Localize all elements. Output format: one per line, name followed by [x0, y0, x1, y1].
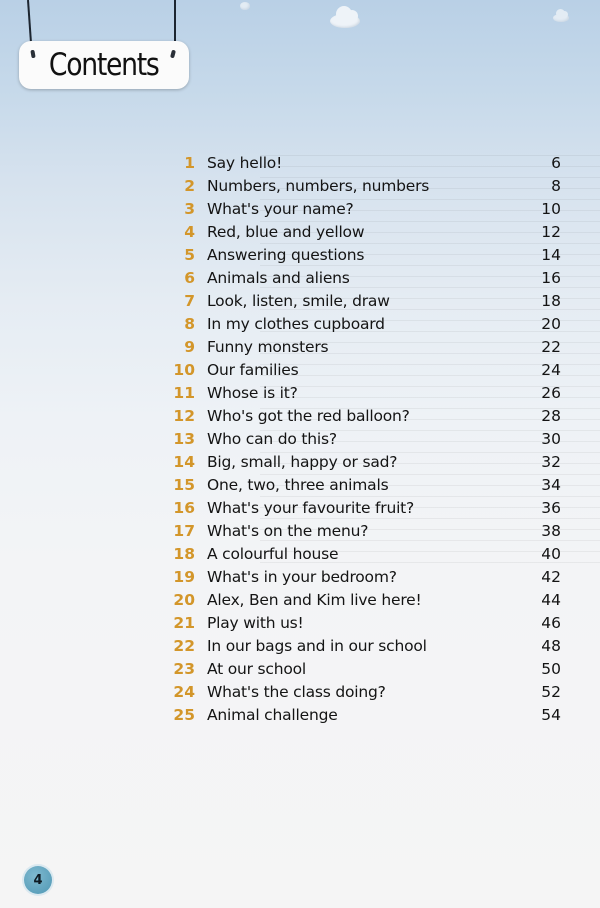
chapter-number: 8: [184, 315, 195, 333]
chapter-page-number: 50: [541, 660, 561, 678]
chapter-number: 22: [173, 637, 195, 655]
chapter-title: What's in your bedroom?: [207, 568, 397, 586]
toc-entry[interactable]: [165, 198, 565, 221]
toc-entry[interactable]: [165, 244, 565, 267]
chapter-title: Funny monsters: [207, 338, 329, 356]
chapter-number: 18: [173, 545, 195, 563]
toc-entry[interactable]: [165, 520, 565, 543]
toc-entry[interactable]: [165, 428, 565, 451]
cloud-icon: [240, 2, 250, 10]
toc-entry[interactable]: [165, 681, 565, 704]
page-title: Contents: [49, 47, 159, 83]
chapter-page-number: 48: [541, 637, 561, 655]
chapter-title: Who can do this?: [207, 430, 337, 448]
hanging-string-right: [174, 0, 176, 42]
toc-entry[interactable]: [165, 336, 565, 359]
toc-entry[interactable]: [165, 589, 565, 612]
toc-entry[interactable]: [165, 359, 565, 382]
chapter-page-number: 22: [541, 338, 561, 356]
hanging-string-left: [27, 0, 32, 44]
chapter-number: 3: [184, 200, 195, 218]
chapter-number: 2: [184, 177, 195, 195]
toc-entry[interactable]: [165, 175, 565, 198]
chapter-title: Animals and aliens: [207, 269, 350, 287]
chapter-title: Look, listen, smile, draw: [207, 292, 390, 310]
table-of-contents: [165, 152, 565, 727]
toc-entry[interactable]: [165, 313, 565, 336]
chapter-page-number: 32: [541, 453, 561, 471]
chapter-number: 13: [173, 430, 195, 448]
chapter-title: Our families: [207, 361, 299, 379]
chapter-page-number: 36: [541, 499, 561, 517]
chapter-page-number: 34: [541, 476, 561, 494]
chapter-number: 12: [173, 407, 195, 425]
chapter-page-number: 16: [541, 269, 561, 287]
chapter-page-number: 28: [541, 407, 561, 425]
chapter-page-number: 52: [541, 683, 561, 701]
chapter-page-number: 8: [551, 177, 561, 195]
page-number: 4: [33, 872, 43, 888]
toc-entry[interactable]: [165, 152, 565, 175]
chapter-page-number: 18: [541, 292, 561, 310]
chapter-number: 11: [173, 384, 195, 402]
chapter-title: Who's got the red balloon?: [207, 407, 410, 425]
chapter-number: 9: [184, 338, 195, 356]
chapter-title: One, two, three animals: [207, 476, 389, 494]
chapter-number: 7: [184, 292, 195, 310]
chapter-page-number: 20: [541, 315, 561, 333]
chapter-number: 1: [184, 154, 195, 172]
toc-entry[interactable]: [165, 658, 565, 681]
chapter-number: 20: [173, 591, 195, 609]
chapter-number: 25: [173, 706, 195, 724]
chapter-page-number: 30: [541, 430, 561, 448]
toc-entry[interactable]: [165, 635, 565, 658]
toc-entry[interactable]: [165, 543, 565, 566]
cloud-icon: [330, 14, 360, 28]
toc-entry[interactable]: [165, 474, 565, 497]
toc-entry[interactable]: [165, 612, 565, 635]
toc-entry[interactable]: [165, 382, 565, 405]
chapter-title: What's on the menu?: [207, 522, 369, 540]
toc-entry[interactable]: [165, 290, 565, 313]
chapter-title: Red, blue and yellow: [207, 223, 365, 241]
chapter-page-number: 14: [541, 246, 561, 264]
hook-icon: [30, 50, 35, 59]
chapter-page-number: 46: [541, 614, 561, 632]
chapter-title: Big, small, happy or sad?: [207, 453, 398, 471]
page-number-badge: [24, 866, 52, 894]
chapter-title: At our school: [207, 660, 307, 678]
chapter-title: In my clothes cupboard: [207, 315, 385, 333]
chapter-number: 16: [173, 499, 195, 517]
chapter-title: Say hello!: [207, 154, 283, 172]
hook-icon: [170, 50, 176, 59]
chapter-page-number: 12: [541, 223, 561, 241]
chapter-title: Alex, Ben and Kim live here!: [207, 591, 422, 609]
toc-entry[interactable]: [165, 704, 565, 727]
toc-entry[interactable]: [165, 566, 565, 589]
toc-entry[interactable]: [165, 405, 565, 428]
chapter-page-number: 38: [541, 522, 561, 540]
contents-sign: [19, 41, 189, 89]
chapter-page-number: 42: [541, 568, 561, 586]
toc-entry[interactable]: [165, 451, 565, 474]
toc-entry[interactable]: [165, 221, 565, 244]
chapter-title: What's your favourite fruit?: [207, 499, 415, 517]
chapter-title: Numbers, numbers, numbers: [207, 177, 430, 195]
chapter-title: What's the class doing?: [207, 683, 386, 701]
chapter-title: In our bags and in our school: [207, 637, 427, 655]
chapter-number: 5: [184, 246, 195, 264]
chapter-page-number: 44: [541, 591, 561, 609]
toc-entry[interactable]: [165, 497, 565, 520]
chapter-number: 19: [173, 568, 195, 586]
chapter-number: 4: [184, 223, 195, 241]
chapter-title: Play with us!: [207, 614, 304, 632]
chapter-page-number: 6: [551, 154, 561, 172]
chapter-number: 14: [173, 453, 195, 471]
chapter-page-number: 10: [541, 200, 561, 218]
cloud-icon: [553, 14, 569, 22]
chapter-title: A colourful house: [207, 545, 339, 563]
chapter-title: What's your name?: [207, 200, 354, 218]
chapter-title: Answering questions: [207, 246, 365, 264]
chapter-number: 24: [173, 683, 195, 701]
toc-entry[interactable]: [165, 267, 565, 290]
chapter-number: 6: [184, 269, 195, 287]
chapter-page-number: 54: [541, 706, 561, 724]
chapter-page-number: 40: [541, 545, 561, 563]
chapter-number: 15: [173, 476, 195, 494]
chapter-number: 23: [173, 660, 195, 678]
chapter-number: 10: [173, 361, 195, 379]
chapter-page-number: 26: [541, 384, 561, 402]
chapter-page-number: 24: [541, 361, 561, 379]
chapter-number: 17: [173, 522, 195, 540]
chapter-number: 21: [173, 614, 195, 632]
chapter-title: Whose is it?: [207, 384, 298, 402]
chapter-title: Animal challenge: [207, 706, 338, 724]
